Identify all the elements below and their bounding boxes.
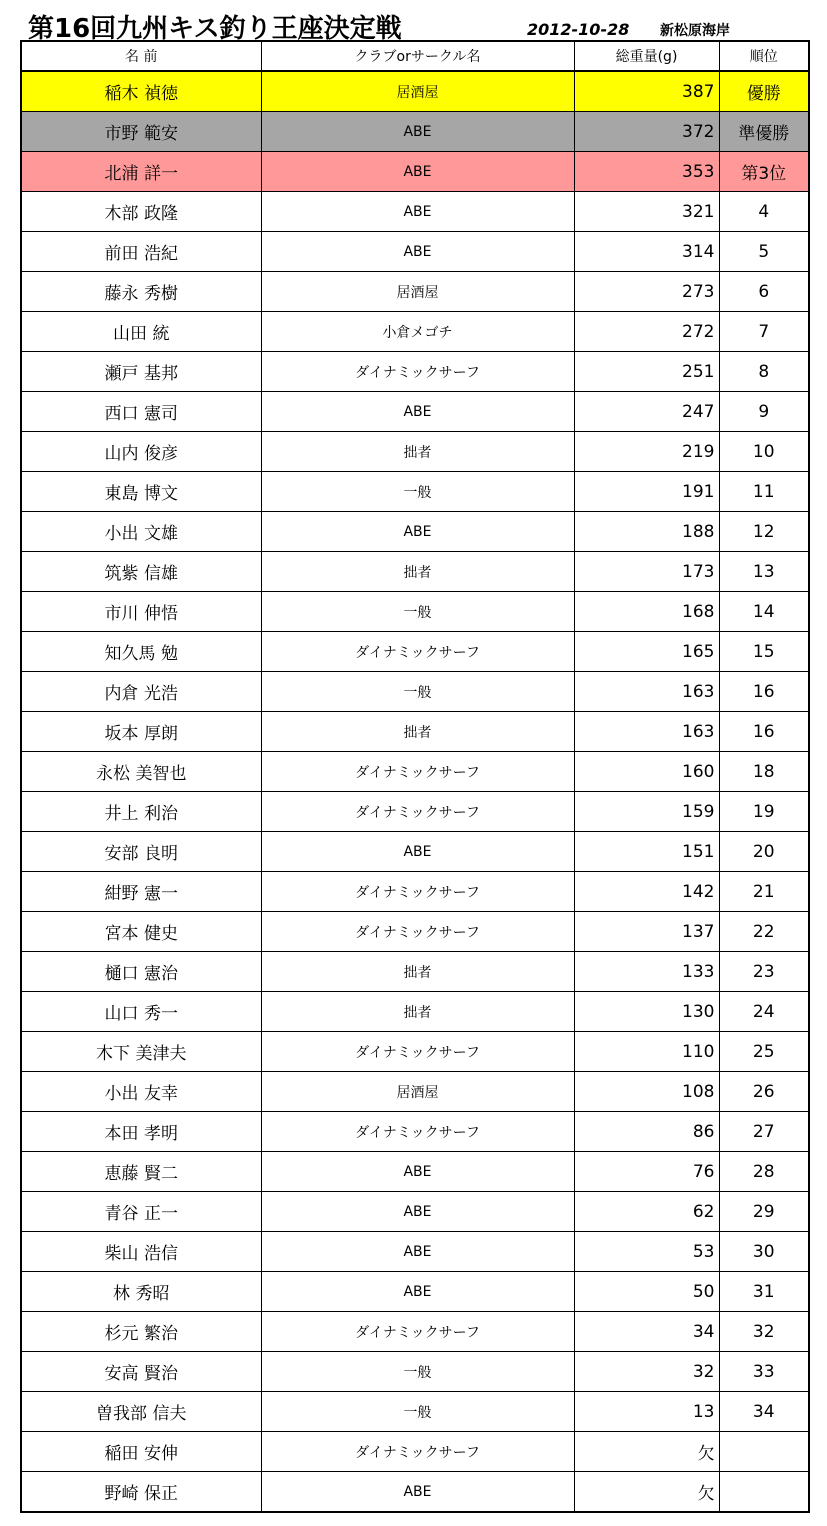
- cell-name: 小出 友幸: [21, 1072, 261, 1112]
- cell-club: ABE: [261, 232, 574, 272]
- column-header-club: クラブorサークル名: [261, 41, 574, 71]
- page-title: 第16回九州キス釣り王座決定戦: [28, 14, 402, 44]
- table-row: [21, 1032, 809, 1072]
- cell-rank: 優勝: [719, 71, 809, 112]
- column-header-name: 名 前: [21, 41, 261, 71]
- cell-rank: 14: [719, 592, 809, 632]
- cell-name: 永松 美智也: [21, 752, 261, 792]
- cell-rank: 第3位: [719, 152, 809, 192]
- cell-name: 安高 賢治: [21, 1352, 261, 1392]
- cell-rank: 31: [719, 1272, 809, 1312]
- cell-weight: 欠: [574, 1432, 719, 1472]
- cell-name: 林 秀昭: [21, 1272, 261, 1312]
- cell-name: 宮本 健史: [21, 912, 261, 952]
- cell-name: 曽我部 信夫: [21, 1392, 261, 1432]
- table-row: [21, 792, 809, 832]
- column-header-weight: 総重量(g): [574, 41, 719, 71]
- table-row: [21, 632, 809, 672]
- cell-club: ABE: [261, 1232, 574, 1272]
- cell-weight: 137: [574, 912, 719, 952]
- cell-club: 拙者: [261, 952, 574, 992]
- cell-rank: 22: [719, 912, 809, 952]
- cell-rank: 34: [719, 1392, 809, 1432]
- cell-club: ABE: [261, 832, 574, 872]
- cell-weight: 372: [574, 112, 719, 152]
- cell-weight: 151: [574, 832, 719, 872]
- cell-weight: 76: [574, 1152, 719, 1192]
- cell-weight: 163: [574, 672, 719, 712]
- cell-name: 前田 浩紀: [21, 232, 261, 272]
- cell-rank: [719, 1432, 809, 1472]
- cell-weight: 188: [574, 512, 719, 552]
- cell-name: 井上 利治: [21, 792, 261, 832]
- cell-rank: 27: [719, 1112, 809, 1152]
- cell-name: 稲木 禎徳: [21, 71, 261, 112]
- cell-name: 安部 良明: [21, 832, 261, 872]
- table-row: [21, 1112, 809, 1152]
- cell-rank: 19: [719, 792, 809, 832]
- cell-name: 野崎 保正: [21, 1472, 261, 1513]
- cell-club: ダイナミックサーフ: [261, 752, 574, 792]
- table-row: [21, 352, 809, 392]
- table-row: [21, 512, 809, 552]
- cell-weight: 13: [574, 1392, 719, 1432]
- cell-rank: 13: [719, 552, 809, 592]
- cell-weight: 273: [574, 272, 719, 312]
- cell-rank: 11: [719, 472, 809, 512]
- cell-name: 山内 俊彦: [21, 432, 261, 472]
- cell-rank: 33: [719, 1352, 809, 1392]
- cell-rank: 32: [719, 1312, 809, 1352]
- cell-club: 拙者: [261, 992, 574, 1032]
- cell-rank: 16: [719, 672, 809, 712]
- cell-club: ABE: [261, 512, 574, 552]
- table-row: [21, 1072, 809, 1112]
- cell-name: 市野 範安: [21, 112, 261, 152]
- cell-name: 東島 博文: [21, 472, 261, 512]
- cell-club: ダイナミックサーフ: [261, 1432, 574, 1472]
- table-row: [21, 1472, 809, 1513]
- cell-weight: 314: [574, 232, 719, 272]
- table-body: [21, 71, 809, 1512]
- cell-weight: 108: [574, 1072, 719, 1112]
- cell-club: 一般: [261, 1392, 574, 1432]
- table-row: [21, 552, 809, 592]
- table-row: [21, 952, 809, 992]
- cell-rank: 12: [719, 512, 809, 552]
- table-row: [21, 1232, 809, 1272]
- cell-club: ダイナミックサーフ: [261, 872, 574, 912]
- cell-club: ダイナミックサーフ: [261, 632, 574, 672]
- cell-club: ABE: [261, 192, 574, 232]
- cell-rank: 9: [719, 392, 809, 432]
- cell-rank: 5: [719, 232, 809, 272]
- cell-weight: 160: [574, 752, 719, 792]
- table-row: [21, 152, 809, 192]
- cell-club: ABE: [261, 392, 574, 432]
- cell-name: 坂本 厚朗: [21, 712, 261, 752]
- table-row: [21, 472, 809, 512]
- cell-rank: 29: [719, 1192, 809, 1232]
- cell-rank: 20: [719, 832, 809, 872]
- cell-weight: 133: [574, 952, 719, 992]
- cell-weight: 168: [574, 592, 719, 632]
- cell-rank: 24: [719, 992, 809, 1032]
- cell-weight: 191: [574, 472, 719, 512]
- cell-weight: 159: [574, 792, 719, 832]
- cell-rank: 28: [719, 1152, 809, 1192]
- cell-club: 拙者: [261, 712, 574, 752]
- table-row: [21, 1272, 809, 1312]
- table-row: [21, 872, 809, 912]
- cell-rank: 6: [719, 272, 809, 312]
- table-row: [21, 112, 809, 152]
- cell-name: 木下 美津夫: [21, 1032, 261, 1072]
- cell-rank: 15: [719, 632, 809, 672]
- cell-rank: 準優勝: [719, 112, 809, 152]
- cell-club: ダイナミックサーフ: [261, 352, 574, 392]
- cell-rank: 10: [719, 432, 809, 472]
- cell-club: 拙者: [261, 432, 574, 472]
- cell-weight: 50: [574, 1272, 719, 1312]
- cell-name: 稲田 安伸: [21, 1432, 261, 1472]
- cell-club: 一般: [261, 1352, 574, 1392]
- results-table: [20, 40, 810, 1513]
- cell-rank: 18: [719, 752, 809, 792]
- cell-name: 柴山 浩信: [21, 1232, 261, 1272]
- table-row: [21, 392, 809, 432]
- table-row: [21, 1352, 809, 1392]
- cell-weight: 251: [574, 352, 719, 392]
- cell-name: 樋口 憲治: [21, 952, 261, 992]
- cell-rank: 8: [719, 352, 809, 392]
- cell-club: ABE: [261, 1272, 574, 1312]
- cell-club: 居酒屋: [261, 71, 574, 112]
- cell-club: ダイナミックサーフ: [261, 1032, 574, 1072]
- table-row: [21, 432, 809, 472]
- table-row: [21, 992, 809, 1032]
- cell-weight: 86: [574, 1112, 719, 1152]
- header-row: [21, 41, 809, 71]
- cell-name: 知久馬 勉: [21, 632, 261, 672]
- cell-name: 青谷 正一: [21, 1192, 261, 1232]
- cell-name: 本田 孝明: [21, 1112, 261, 1152]
- cell-name: 西口 憲司: [21, 392, 261, 432]
- cell-rank: 7: [719, 312, 809, 352]
- cell-name: 山口 秀一: [21, 992, 261, 1032]
- cell-weight: 53: [574, 1232, 719, 1272]
- table-row: [21, 752, 809, 792]
- cell-name: 北浦 詳一: [21, 152, 261, 192]
- cell-weight: 110: [574, 1032, 719, 1072]
- cell-weight: 272: [574, 312, 719, 352]
- cell-weight: 62: [574, 1192, 719, 1232]
- cell-club: ダイナミックサーフ: [261, 1112, 574, 1152]
- table-row: [21, 1312, 809, 1352]
- cell-club: ダイナミックサーフ: [261, 1312, 574, 1352]
- cell-club: ABE: [261, 112, 574, 152]
- cell-weight: 34: [574, 1312, 719, 1352]
- cell-name: 紺野 憲一: [21, 872, 261, 912]
- event-date: 2012-10-28: [527, 20, 630, 39]
- cell-weight: 32: [574, 1352, 719, 1392]
- cell-weight: 130: [574, 992, 719, 1032]
- cell-club: 居酒屋: [261, 272, 574, 312]
- cell-weight: 321: [574, 192, 719, 232]
- cell-name: 内倉 光浩: [21, 672, 261, 712]
- cell-weight: 219: [574, 432, 719, 472]
- table-row: [21, 832, 809, 872]
- table-row: [21, 1152, 809, 1192]
- cell-weight: 353: [574, 152, 719, 192]
- cell-weight: 163: [574, 712, 719, 752]
- cell-weight: 165: [574, 632, 719, 672]
- table-row: [21, 1392, 809, 1432]
- cell-name: 恵藤 賢二: [21, 1152, 261, 1192]
- cell-rank: 30: [719, 1232, 809, 1272]
- cell-rank: 26: [719, 1072, 809, 1112]
- cell-rank: 16: [719, 712, 809, 752]
- cell-rank: 25: [719, 1032, 809, 1072]
- cell-club: ダイナミックサーフ: [261, 792, 574, 832]
- cell-club: ダイナミックサーフ: [261, 912, 574, 952]
- table-row: [21, 672, 809, 712]
- cell-club: 小倉メゴチ: [261, 312, 574, 352]
- cell-name: 杉元 繁治: [21, 1312, 261, 1352]
- cell-rank: [719, 1472, 809, 1513]
- cell-name: 藤永 秀樹: [21, 272, 261, 312]
- cell-club: ABE: [261, 152, 574, 192]
- cell-name: 小出 文雄: [21, 512, 261, 552]
- cell-club: ABE: [261, 1472, 574, 1513]
- table-row: [21, 192, 809, 232]
- cell-club: ABE: [261, 1192, 574, 1232]
- cell-rank: 21: [719, 872, 809, 912]
- cell-rank: 4: [719, 192, 809, 232]
- cell-weight: 欠: [574, 1472, 719, 1513]
- table-row: [21, 312, 809, 352]
- table-row: [21, 1432, 809, 1472]
- cell-club: 一般: [261, 472, 574, 512]
- cell-club: 一般: [261, 592, 574, 632]
- table-row: [21, 592, 809, 632]
- column-header-rank: 順位: [719, 41, 809, 71]
- table-header: [21, 41, 809, 71]
- cell-club: 居酒屋: [261, 1072, 574, 1112]
- table-row: [21, 71, 809, 112]
- cell-weight: 142: [574, 872, 719, 912]
- cell-club: 一般: [261, 672, 574, 712]
- event-venue: 新松原海岸: [660, 23, 730, 39]
- cell-name: 筑紫 信雄: [21, 552, 261, 592]
- cell-weight: 247: [574, 392, 719, 432]
- cell-weight: 387: [574, 71, 719, 112]
- table-row: [21, 712, 809, 752]
- cell-name: 木部 政隆: [21, 192, 261, 232]
- cell-name: 山田 統: [21, 312, 261, 352]
- table-row: [21, 232, 809, 272]
- table-row: [21, 1192, 809, 1232]
- table-row: [21, 272, 809, 312]
- cell-rank: 23: [719, 952, 809, 992]
- cell-club: ABE: [261, 1152, 574, 1192]
- cell-name: 瀬戸 基邦: [21, 352, 261, 392]
- cell-weight: 173: [574, 552, 719, 592]
- cell-club: 拙者: [261, 552, 574, 592]
- cell-name: 市川 伸悟: [21, 592, 261, 632]
- table-row: [21, 912, 809, 952]
